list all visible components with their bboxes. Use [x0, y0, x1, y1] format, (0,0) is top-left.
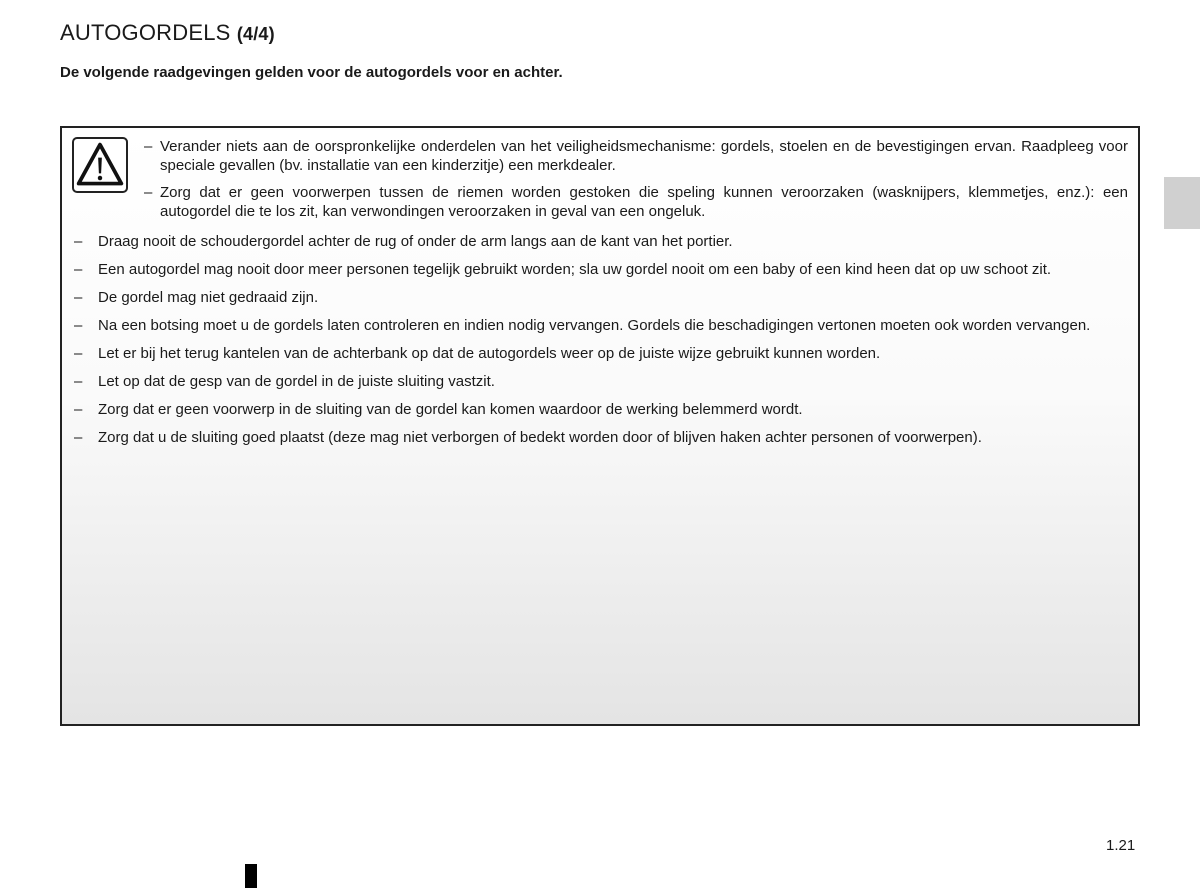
bullet-dash: – [74, 317, 83, 334]
section-side-tab [1164, 177, 1200, 229]
page-title-text: AUTOGORDELS [60, 20, 231, 45]
bullet-dash: – [74, 233, 83, 250]
warning-box [60, 126, 1140, 726]
list-item-text: Zorg dat er geen voorwerp in de sluiting van de gordel kan komen waardoor de werking belemmerd wordt. [98, 401, 803, 418]
list-item [74, 428, 1128, 447]
bullet-dash: – [74, 345, 83, 362]
list-item-text: Draag nooit de schoudergordel achter de rug of onder de arm langs aan de kant van het portier. [98, 233, 733, 250]
list-item [74, 344, 1128, 363]
list-item-text: Na een botsing moet u de gordels laten controleren en indien nodig vervangen. Gordels die beschadigingen vertonen moeten ook worden vervangen. [98, 317, 1091, 334]
list-item-text: De gordel mag niet gedraaid zijn. [98, 289, 319, 306]
bullet-dash: – [74, 261, 83, 278]
list-item [74, 288, 1128, 307]
page-number: 1.21 [1106, 837, 1136, 854]
list-item [144, 183, 1128, 221]
warning-triangle-icon [72, 137, 128, 193]
list-item [74, 232, 1128, 251]
list-item-text: Zorg dat er geen voorwerpen tussen de riemen worden gestoken die speling kunnen veroorzaken (wasknijpers, klemmetjes, enz.): een autogordel die te los zit, kan verwondingen veroorzaken in geval van een ongeluk. [160, 184, 1128, 220]
page-title-suffix: (4/4) [236, 24, 275, 44]
list-item [74, 372, 1128, 391]
list-item-text: Zorg dat u de sluiting goed plaatst (deze mag niet verborgen of bedekt worden door of blijven haken achter personen of voorwerpen). [98, 429, 982, 446]
list-item [144, 137, 1128, 175]
intro-text: De volgende raadgevingen gelden voor de autogordels voor en achter. [60, 64, 563, 81]
crop-mark [245, 864, 257, 888]
list-item [74, 400, 1128, 419]
page-title [60, 18, 275, 49]
bullet-dash: – [74, 373, 83, 390]
list-item-text: Let op dat de gesp van de gordel in de juiste sluiting vastzit. [98, 373, 495, 390]
list-item-text: Let er bij het terug kantelen van de achterbank op dat de autogordels weer op de juiste wijze gebruikt kunnen worden. [98, 345, 881, 362]
bullet-dash: – [74, 289, 83, 306]
list-item-text: Een autogordel mag nooit door meer personen tegelijk gebruikt worden; sla uw gordel nooit om een baby of een kind heen dat op uw schoot zit. [98, 261, 1052, 278]
warning-main-list [74, 232, 1128, 456]
list-item [74, 316, 1128, 335]
list-item-text: Verander niets aan de oorspronkelijke onderdelen van het veiligheidsmechanisme: gordels, stoelen en de bevestigingen ervan. Raadpleeg voor speciale gevallen (bv. installatie van een kinderzitje) een merkdealer. [160, 138, 1128, 174]
bullet-dash: – [74, 401, 83, 418]
bullet-dash: – [144, 184, 153, 201]
bullet-dash: – [74, 429, 83, 446]
list-item [74, 260, 1128, 279]
warning-top-list [144, 137, 1128, 229]
bullet-dash: – [144, 138, 153, 155]
